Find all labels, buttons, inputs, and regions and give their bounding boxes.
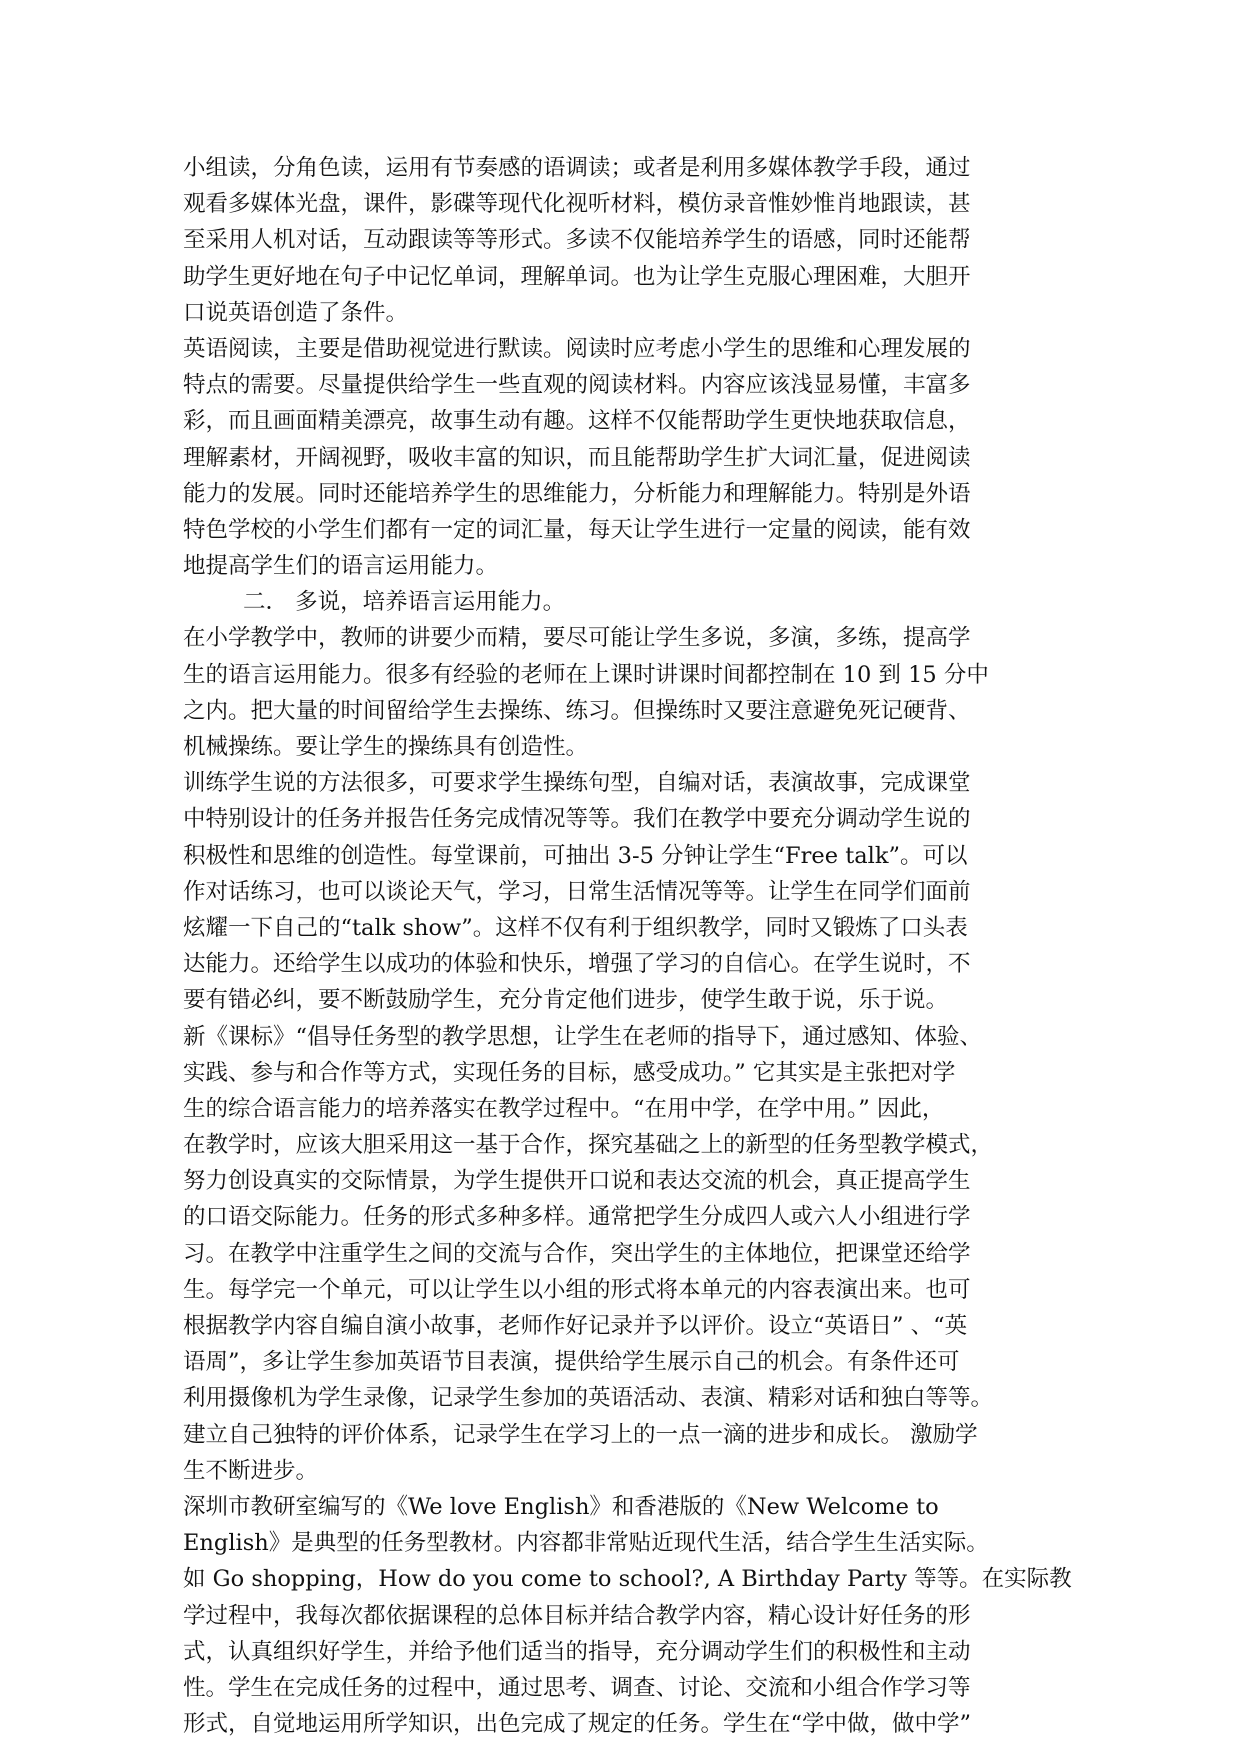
text-line: 习。在教学中注重学生之间的交流与合作，突出学生的主体地位，把课堂还给学 <box>183 1240 971 1267</box>
text-line: 的口语交际能力。任务的形式多种多样。通常把学生分成四人或六人小组进行学 <box>183 1204 971 1231</box>
text-line: 学过程中，我每次都依据课程的总体目标并结合教学内容，精心设计好任务的形 <box>183 1602 971 1629</box>
text-line: 形式，自觉地运用所学知识，出色完成了规定的任务。学生在“学中做，做中学” <box>183 1711 972 1738</box>
text-line: 语周”，多让学生参加英语节目表演，提供给学生展示自己的机会。有条件还可 <box>183 1349 960 1376</box>
text-line: 地提高学生们的语言运用能力。 <box>183 553 499 580</box>
text-line: 观看多媒体光盘，课件，影碟等现代化视听材料，模仿录音惟妙惟肖地跟读，甚 <box>183 191 971 218</box>
text-line: 如 Go shopping，How do you come to school?, A Birthday Party 等等。在实际教 <box>183 1566 1072 1593</box>
text-line: 口说英语创造了条件。 <box>183 299 409 326</box>
text-line: 生的综合语言能力的培养落实在教学过程中。“在用中学，在学中用。” 因此， <box>183 1095 945 1122</box>
text-line: 机械操练。要让学生的操练具有创造性。 <box>183 734 589 760</box>
text-line: 性。学生在完成任务的过程中，通过思考、调查、讨论、交流和小组合作学习等 <box>183 1674 971 1701</box>
text-line: 式，认真组织好学生，并给予他们适当的指导，充分调动学生们的积极性和主动 <box>183 1638 971 1665</box>
text-line: 新《课标》“倡导任务型的教学思想，让学生在老师的指导下，通过感知、体验、 <box>183 1023 983 1050</box>
text-line: 之内。把大量的时间留给学生去操练、练习。但操练时又要注意避免死记硬背、 <box>183 697 971 724</box>
text-line: 实践、参与和合作等方式，实现任务的目标，感受成功。” 它其实是主张把对学 <box>183 1059 956 1086</box>
text-line: 努力创设真实的交际情景，为学生提供开口说和表达交流的机会，真正提高学生 <box>183 1168 971 1195</box>
text-line: 助学生更好地在句子中记忆单词，理解单词。也为让学生克服心理困难，大胆开 <box>183 263 971 290</box>
text-line: 特色学校的小学生们都有一定的词汇量，每天让学生进行一定量的阅读，能有效 <box>183 516 971 543</box>
text-line: 生的语言运用能力。很多有经验的老师在上课时讲课时间都控制在 10 到 15 分中 <box>183 661 989 688</box>
text-line: 理解素材，开阔视野，吸收丰富的知识，而且能帮助学生扩大词汇量，促进阅读 <box>183 444 971 471</box>
text-line: 生不断进步。 <box>183 1457 319 1484</box>
text-line: 炫耀一下自己的“talk show”。这样不仅有利于组织教学，同时又锻炼了口头表 <box>183 914 968 941</box>
text-line: 小组读，分角色读，运用有节奏感的语调读；或者是利用多媒体教学手段，通过 <box>183 155 971 181</box>
text-line: 能力的发展。同时还能培养学生的思维能力，分析能力和理解能力。特别是外语 <box>183 480 971 507</box>
text-line: 特点的需要。尽量提供给学生一些直观的阅读材料。内容应该浅显易懂，丰富多 <box>183 372 971 399</box>
text-line: 在教学时，应该大胆采用这一基于合作，探究基础之上的新型的任务型教学模式， <box>183 1132 994 1159</box>
text-line: 要有错必纠，要不断鼓励学生，充分肯定他们进步，使学生敢于说，乐于说。 <box>183 987 949 1014</box>
body-text <box>183 150 1072 1742</box>
text-line: 利用摄像机为学生录像，记录学生参加的英语活动、表演、精彩对话和独白等等。 <box>183 1385 994 1412</box>
section-heading: 二． 多说，培养语言运用能力。 <box>243 589 566 616</box>
text-line: 深圳市教研室编写的《We love English》和香港版的《New Welcome to <box>183 1493 939 1520</box>
text-line: 建立自己独特的评价体系，记录学生在学习上的一点一滴的进步和成长。 激励学 <box>183 1421 978 1448</box>
text-line: 中特别设计的任务并报告任务完成情况等等。我们在教学中要充分调动学生说的 <box>183 806 971 833</box>
text-line: 达能力。还给学生以成功的体验和快乐，增强了学习的自信心。在学生说时，不 <box>183 951 971 978</box>
text-line: 彩，而且画面精美漂亮，故事生动有趣。这样不仅能帮助学生更快地获取信息， <box>183 408 971 435</box>
text-line: 作对话练习，也可以谈论天气，学习，日常生活情况等等。让学生在同学们面前 <box>183 878 971 905</box>
text-line: 积极性和思维的创造性。每堂课前，可抽出 3-5 分钟让学生“Free talk”。可以 <box>183 842 968 869</box>
text-line: 英语阅读，主要是借助视觉进行默读。阅读时应考虑小学生的思维和心理发展的 <box>183 335 971 362</box>
text-line: 训练学生说的方法很多，可要求学生操练句型，自编对话，表演故事，完成课堂 <box>183 770 971 797</box>
text-line: 根据教学内容自编自演小故事，老师作好记录并予以评价。设立“英语日” 、“英 <box>183 1313 968 1339</box>
text-line: 生。每学完一个单元，可以让学生以小组的形式将本单元的内容表演出来。也可 <box>183 1276 971 1303</box>
text-line: English》是典型的任务型教材。内容都非常贴近现代生活，结合学生生活实际。 <box>183 1530 989 1557</box>
text-line: 在小学教学中，教师的讲要少而精，要尽可能让学生多说，多演，多练，提高学 <box>183 625 971 652</box>
text-line: 至采用人机对话，互动跟读等等形式。多读不仅能培养学生的语感，同时还能帮 <box>183 227 971 254</box>
